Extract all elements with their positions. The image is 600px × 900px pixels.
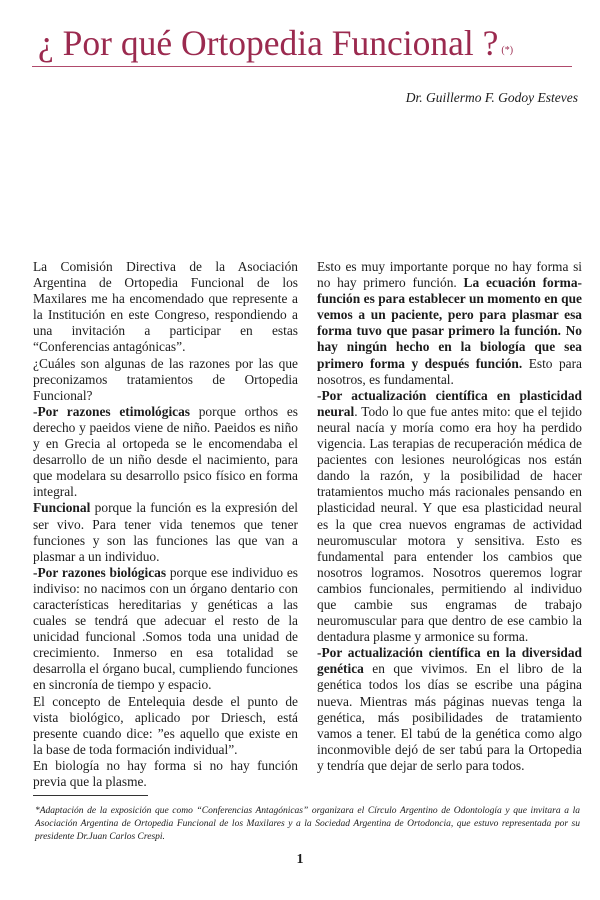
author-line: Dr. Guillermo F. Godoy Esteves (405, 90, 578, 105)
paragraph: Esto es muy importante porque no hay forma si no hay primero función. La ecuación forma-función es para establecer un momento en que vemos a un paciente, pero para plasmar esa forma tuvo que pasar primero la función. No hay ningún hecho en la biología que sea primero forma y después función. Esto para nosotros, es fundamental. (317, 259, 582, 387)
bold-passage: La ecuación forma-función es para establecer un momento en que vemos a un paciente, pero para plasmar esa forma tuvo que pasar primero la función. No hay ningún hecho en la biología que sea primero forma y después función. (317, 275, 582, 371)
paragraph: -Por actualización científica en plasticidad neural. Todo lo que fue antes mito: que el tejido neural nacía y moría como era hoy ha perdido vigencia. Las terapias de recuperación médica de pacientes con lesiones neurológicas nos están dando la razón, y la posibilidad de hacer tratamientos mucho más racionales pensando en plasticidad neural. Y que esa plasticidad neural es la que crea nuevos engramas de actividad neuromuscular motora y sensitiva. Esto es fundamental para entender los cambios que nosotros logramos. Nosotros queremos lograr cambios funcionales, permitiendo al individuo que cambie sus engramas de trabajo neuromuscular para que dentro de ese cambio la dentadura plasme y armonice su forma. (317, 387, 582, 645)
page-number: 1 (296, 852, 304, 867)
article-title: ¿ Por qué Ortopedia Funcional ? (*) (38, 23, 514, 63)
left-column (33, 259, 298, 790)
paragraph: ¿Cuáles son algunas de las razones por las que preconizamos tratamientos de Ortopedia Funcional? (33, 355, 298, 403)
paragraph: La Comisión Directiva de la Asociación Argentina de Ortopedia Funcional de los Maxilares me ha encomendado que represente a la Institución en este Congreso, respondiendo a una invitación a participar en estas “Conferencias antagónicas”. (33, 259, 298, 355)
bold-lead: -Por razones biológicas (33, 564, 167, 580)
paragraph: -Por razones etimológicas porque orthos es derecho y paeidos viene de niño. Paeidos es niño y en Grecia al ortopeda se le encomendaba el desarrollo de un niño desde el nacimiento, para que modelara su desarrollo psico físico en forma integral. (33, 403, 298, 500)
title-footnote-mark: (*) (501, 45, 514, 56)
bold-lead: -Por actualización científica en plasticidad neural (317, 387, 582, 419)
title-rule (32, 66, 572, 67)
paragraph: En biología no hay forma si no hay función previa que la plasme. (33, 757, 298, 789)
bold-lead: -Por razones etimológicas (33, 403, 191, 419)
footnote-rule (33, 795, 148, 796)
paragraph: Funcional porque la función es la expresión del ser vivo. Para tener vida tenemos que tener funciones y son las funciones las que van a plasmar a un individuo. (33, 500, 298, 564)
right-column (317, 259, 582, 774)
paragraph: -Por razones biológicas porque ese individuo es indiviso: no nacimos con un órgano dentario con características hereditarias y genéticas a las cuales se tendrá que adecuar el resto de la unicidad funcional .Somos toda una unidad de crecimiento. Inmerso en esa totalidad se desarrolla el órgano bucal, cumpliendo funciones en sincronía de tiempo y espacio. (33, 564, 298, 693)
bold-lead: Funcional (33, 500, 91, 516)
bold-lead: -Por actualización científica en la diversidad genética (317, 645, 582, 677)
paragraph: -Por actualización científica en la diversidad genética en que vivimos. En el libro de la genética todos los días se escribe una página nueva. Mientras más páginas nuevas tenga la genética, más posibilidades de tratamiento vamos a tener. El tabú de la genética como algo inconmovible dejó de ser tabú para la Ortopedia y tendría que dejar de serlo para todos. (317, 645, 582, 773)
footnote: *Adaptación de la exposición que como “Conferencias Antagónicas” organizara el Círculo Argentino de Odontología y que invitara a la Asociación Argentina de Ortopedia Funcional de los Maxilares y a la Sociedad Argentina de Ortodoncia, que estuvo representada por su presidente Dr.Juan Carlos Crespi. (35, 806, 580, 842)
paragraph: El concepto de Entelequia desde el punto de vista biológico, aplicado por Driesch, está presente cuando dice: ”es aquello que existe en la base de toda formación individual”. (33, 693, 298, 757)
